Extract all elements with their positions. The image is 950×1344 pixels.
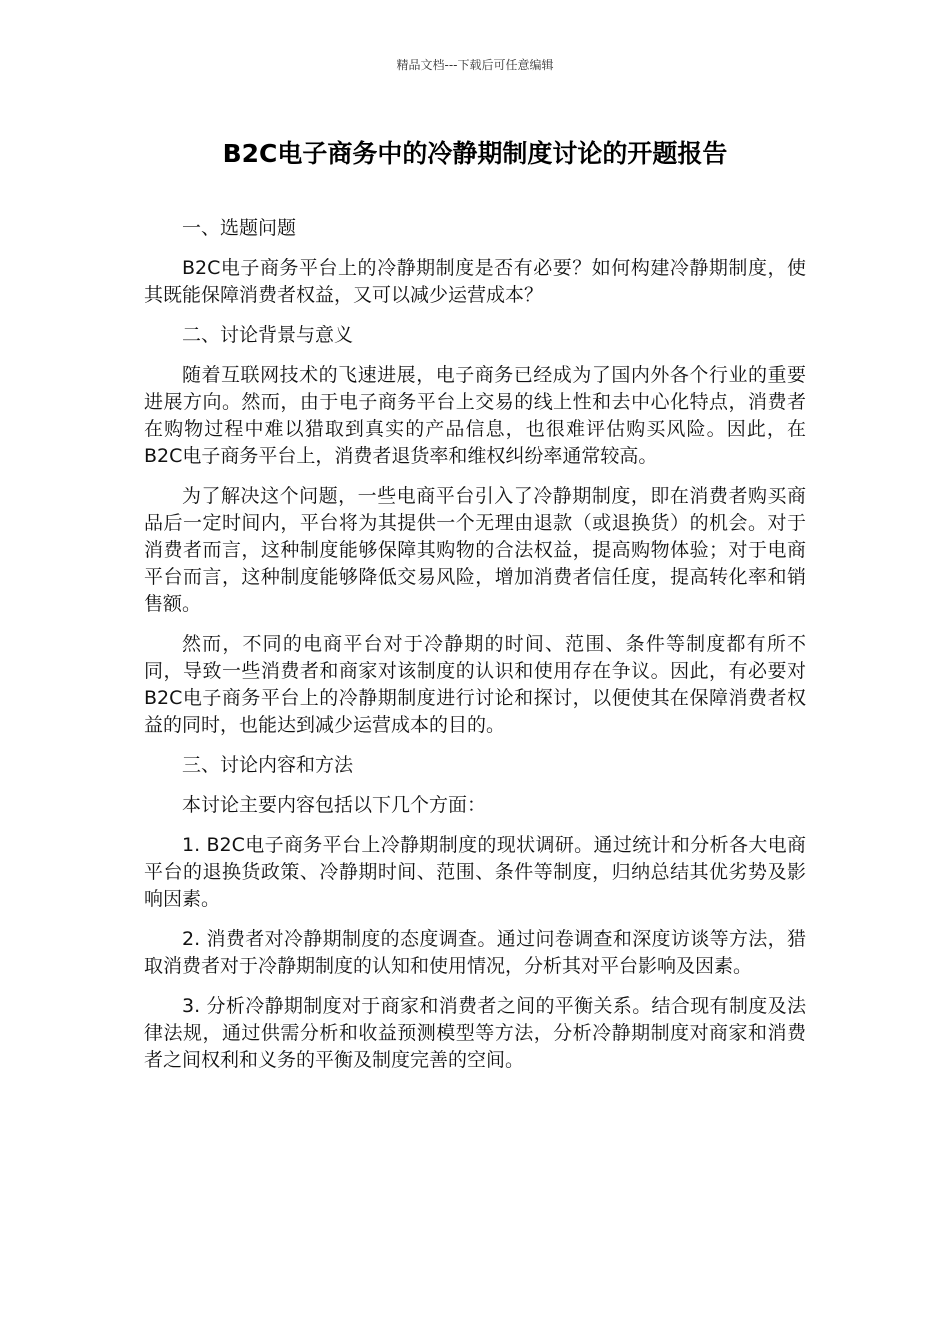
document-title: B2C电子商务中的冷静期制度讨论的开题报告 <box>222 139 728 168</box>
paragraph-topic: B2C电子商务平台上的冷静期制度是否有必要？如何构建冷静期制度，使其既能保障消费者权益，又可以减少运营成本？ <box>144 257 806 306</box>
list-item-content-3: 3. 分析冷静期制度对于商家和消费者之间的平衡关系。结合现有制度及法律法规，通过供需分析和收益预测模型等方法，分析冷静期制度对商家和消费者之间权利和义务的平衡及制度完善的空间。 <box>144 995 806 1071</box>
section-heading-topic: 一、选题问题 <box>182 217 297 239</box>
list-item-content-2: 2. 消费者对冷静期制度的态度调查。通过问卷调查和深度访谈等方法，猎取消费者对于冷静期制度的认知和使用情况，分析其对平台影响及因素。 <box>144 928 806 977</box>
header-note: 精品文档---下载后可任意编辑 <box>396 58 554 72</box>
paragraph-content-intro: 本讨论主要内容包括以下几个方面： <box>182 794 487 816</box>
section-heading-content: 三、讨论内容和方法 <box>182 754 354 776</box>
paragraph-background-2: 为了解决这个问题，一些电商平台引入了冷静期制度，即在消费者购买商品后一定时间内，平台将为其提供一个无理由退款（或退换货）的机会。对于消费者而言，这种制度能够保障其购物的合法权益，提高购物体验；对于电商平台而言，这种制度能够降低交易风险，增加消费者信任度，提高转化率和销售额。 <box>144 485 806 615</box>
document-body <box>144 215 806 1087</box>
list-item-content-1: 1. B2C电子商务平台上冷静期制度的现状调研。通过统计和分析各大电商平台的退换货政策、冷静期时间、范围、条件等制度，归纳总结其优劣势及影响因素。 <box>144 834 806 910</box>
section-heading-background: 二、讨论背景与意义 <box>182 324 354 346</box>
paragraph-background-3: 然而，不同的电商平台对于冷静期的时间、范围、条件等制度都有所不同，导致一些消费者和商家对该制度的认识和使用存在争议。因此，有必要对B2C电子商务平台上的冷静期制度进行讨论和探讨，以便使其在保障消费者权益的同时，也能达到减少运营成本的目的。 <box>144 633 806 736</box>
paragraph-background-1: 随着互联网技术的飞速进展，电子商务已经成为了国内外各个行业的重要进展方向。然而，由于电子商务平台上交易的线上性和去中心化特点，消费者在购物过程中难以猎取到真实的产品信息，也很难评估购买风险。因此，在B2C电子商务平台上，消费者退货率和维权纠纷率通常较高。 <box>144 364 806 467</box>
